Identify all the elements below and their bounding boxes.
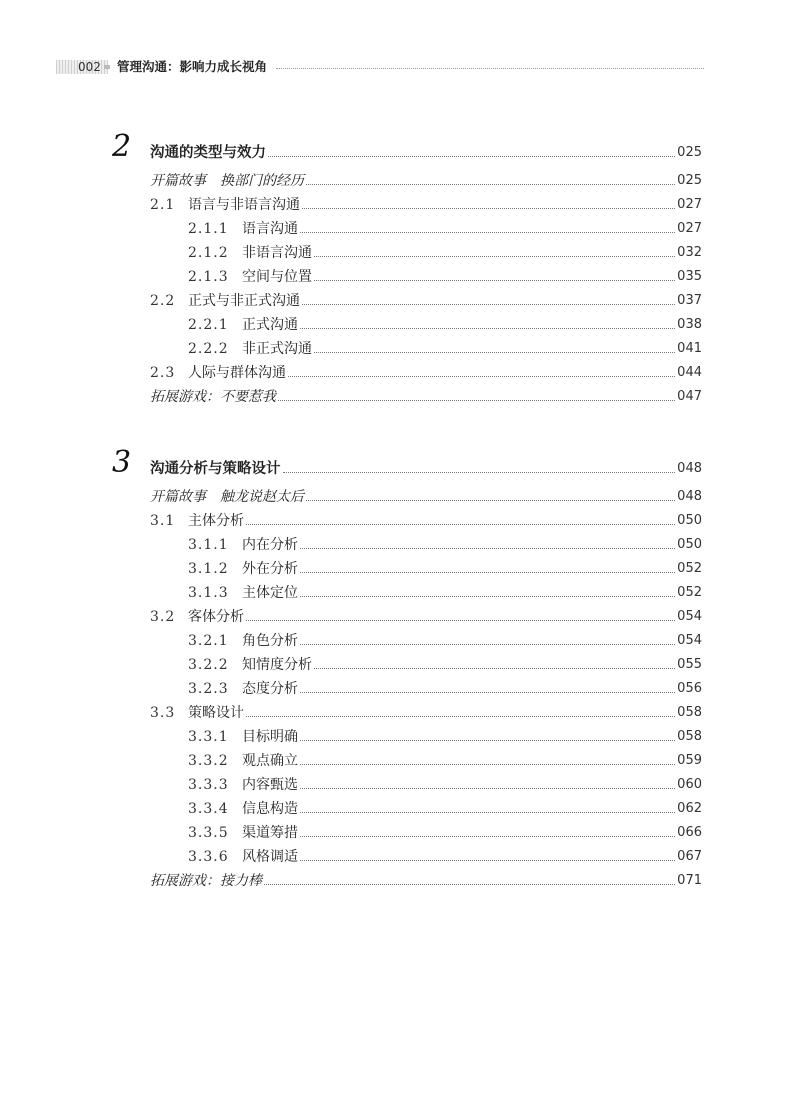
section-number: 2.3 — [150, 365, 176, 381]
section-number: 3.1 — [150, 513, 176, 529]
subsection-number: 2.1.2 — [188, 245, 229, 261]
subsection-row[interactable] — [188, 532, 702, 554]
subsection-row[interactable] — [188, 240, 702, 262]
chapter-number: 2 — [112, 129, 132, 164]
game-title: 拓展游戏：接力棒 — [150, 873, 262, 889]
subsection-title: 正式沟通 — [242, 317, 298, 333]
subsection-row[interactable] — [188, 216, 702, 238]
subsection-title: 主体定位 — [242, 585, 298, 601]
subsection-title: 目标明确 — [242, 729, 298, 745]
page-ref: 058 — [677, 729, 702, 744]
chapter-number: 3 — [112, 445, 132, 480]
page-ref: 056 — [677, 681, 702, 696]
leader-dots — [306, 184, 675, 185]
subsection-title: 知情度分析 — [242, 657, 312, 673]
section-row[interactable] — [150, 700, 702, 722]
subsection-title: 非语言沟通 — [242, 245, 312, 261]
page-ref: 058 — [677, 705, 702, 720]
subsection-number: 3.2.2 — [188, 657, 229, 673]
subsection-row[interactable] — [188, 628, 702, 650]
section-row[interactable] — [150, 508, 702, 530]
section-title: 策略设计 — [188, 705, 244, 721]
header-rule — [276, 68, 704, 69]
page-ref: 062 — [677, 801, 702, 816]
opening-title: 换部门的经历 — [220, 173, 304, 189]
chapter-title: 沟通的类型与效力 — [150, 145, 266, 161]
section-number: 2.2 — [150, 293, 176, 309]
page-ref: 060 — [677, 777, 702, 792]
subsection-number: 3.3.3 — [188, 777, 229, 793]
subsection-title: 态度分析 — [242, 681, 298, 697]
running-header — [56, 56, 704, 78]
subsection-number: 3.1.1 — [188, 537, 229, 553]
subsection-title: 观点确立 — [242, 753, 298, 769]
section-title: 正式与非正式沟通 — [188, 293, 300, 309]
section-row[interactable] — [150, 360, 702, 382]
page-ref: 035 — [677, 269, 702, 284]
subsection-row[interactable] — [188, 724, 702, 746]
subsection-title: 角色分析 — [242, 633, 298, 649]
page-ref: 055 — [677, 657, 702, 672]
subsection-title: 语言沟通 — [242, 221, 298, 237]
subsection-number: 2.2.2 — [188, 341, 229, 357]
page-ref: 044 — [677, 365, 702, 380]
subsection-row[interactable] — [188, 312, 702, 334]
subsection-number: 2.1.1 — [188, 221, 229, 237]
section-number: 3.3 — [150, 705, 176, 721]
subsection-title: 外在分析 — [242, 561, 298, 577]
page-ref: 052 — [677, 561, 702, 576]
opening-title: 触龙说赵太后 — [220, 489, 304, 505]
page-ref: 025 — [677, 173, 702, 188]
subsection-row[interactable] — [188, 556, 702, 578]
section-row[interactable] — [150, 604, 702, 626]
page-ref: 050 — [677, 537, 702, 552]
section-title: 客体分析 — [188, 609, 244, 625]
game-title: 拓展游戏：不要惹我 — [150, 389, 276, 405]
chapter-title-row[interactable] — [150, 456, 702, 478]
page-ref: 067 — [677, 849, 702, 864]
subsection-row[interactable] — [188, 652, 702, 674]
subsection-row[interactable] — [188, 844, 702, 866]
page-ref: 054 — [677, 633, 702, 648]
subsection-number: 3.3.6 — [188, 849, 229, 865]
chapter-title: 沟通分析与策略设计 — [150, 461, 281, 477]
extension-game-row[interactable] — [150, 384, 702, 406]
subsection-number: 3.3.5 — [188, 825, 229, 841]
subsection-title: 风格调适 — [242, 849, 298, 865]
page-ref: 025 — [677, 145, 702, 160]
page-ref: 059 — [677, 753, 702, 768]
subsection-row[interactable] — [188, 264, 702, 286]
subsection-row[interactable] — [188, 772, 702, 794]
subsection-number: 3.1.2 — [188, 561, 229, 577]
subsection-title: 内在分析 — [242, 537, 298, 553]
subsection-number: 3.2.3 — [188, 681, 229, 697]
subsection-row[interactable] — [188, 820, 702, 842]
section-number: 2.1 — [150, 197, 176, 213]
page-ref: 027 — [677, 197, 702, 212]
subsection-title: 非正式沟通 — [242, 341, 312, 357]
page-ref: 037 — [677, 293, 702, 308]
header-separator — [104, 65, 110, 69]
page-ref: 054 — [677, 609, 702, 624]
section-row[interactable] — [150, 288, 702, 310]
section-title: 人际与群体沟通 — [188, 365, 286, 381]
subsection-number: 3.3.4 — [188, 801, 229, 817]
opening-label: 开篇故事 — [150, 489, 206, 505]
extension-game-row[interactable] — [150, 868, 702, 890]
page-ref: 050 — [677, 513, 702, 528]
opening-story-row[interactable] — [150, 484, 702, 506]
page-ref: 047 — [677, 389, 702, 404]
subsection-row[interactable] — [188, 676, 702, 698]
page-ref: 048 — [677, 489, 702, 504]
subsection-row[interactable] — [188, 580, 702, 602]
page-ref: 038 — [677, 317, 702, 332]
header-book-title: 管理沟通：影响力成长视角 — [117, 59, 268, 74]
section-title: 主体分析 — [188, 513, 244, 529]
section-row[interactable] — [150, 192, 702, 214]
subsection-number: 2.2.1 — [188, 317, 229, 333]
page-ref: 066 — [677, 825, 702, 840]
subsection-row[interactable] — [188, 796, 702, 818]
opening-story-row[interactable] — [150, 168, 702, 190]
subsection-number: 3.1.3 — [188, 585, 229, 601]
leader-dots — [268, 156, 675, 157]
subsection-number: 3.3.1 — [188, 729, 229, 745]
header-page-number: 002 — [78, 60, 101, 74]
page-ref: 048 — [677, 461, 702, 476]
subsection-row[interactable] — [188, 748, 702, 770]
page-ref: 032 — [677, 245, 702, 260]
opening-label: 开篇故事 — [150, 173, 206, 189]
subsection-title: 信息构造 — [242, 801, 298, 817]
subsection-title: 空间与位置 — [242, 269, 312, 285]
section-number: 3.2 — [150, 609, 176, 625]
page-ref: 071 — [677, 873, 702, 888]
subsection-title: 内容甄选 — [242, 777, 298, 793]
page-ref: 041 — [677, 341, 702, 356]
subsection-number: 3.2.1 — [188, 633, 229, 649]
section-title: 语言与非语言沟通 — [188, 197, 300, 213]
subsection-number: 2.1.3 — [188, 269, 229, 285]
chapter-title-row[interactable] — [150, 140, 702, 162]
subsection-title: 渠道筹措 — [242, 825, 298, 841]
subsection-number: 3.3.2 — [188, 753, 229, 769]
page-ref: 027 — [677, 221, 702, 236]
page-ref: 052 — [677, 585, 702, 600]
subsection-row[interactable] — [188, 336, 702, 358]
